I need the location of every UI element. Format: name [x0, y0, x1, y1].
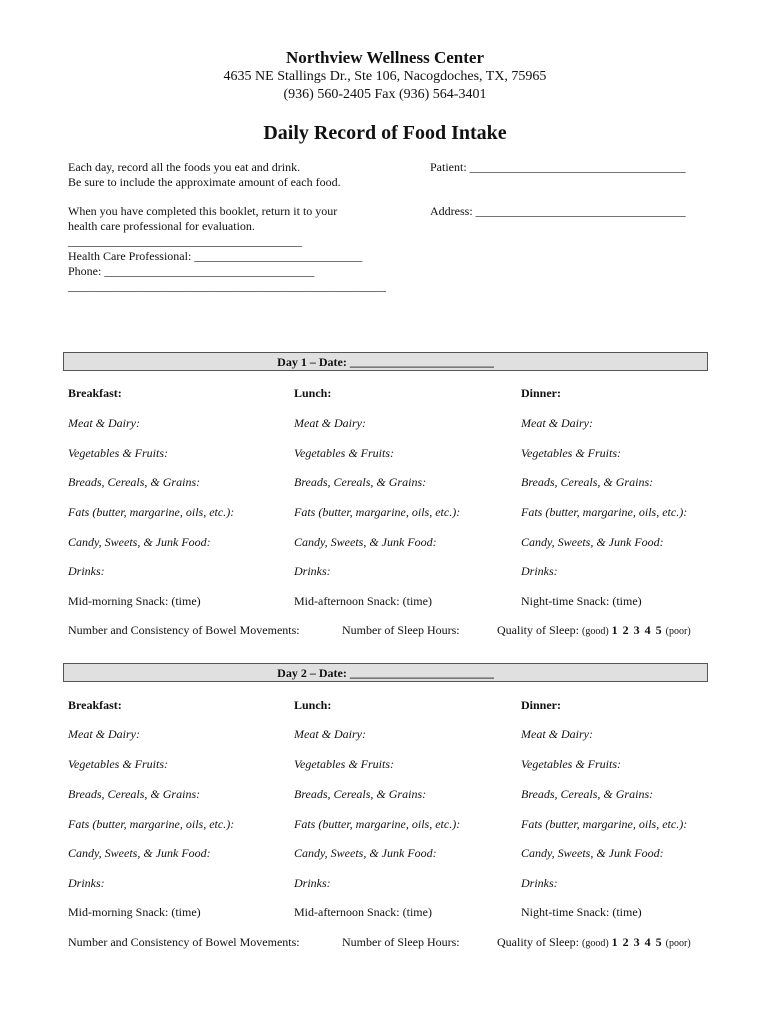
day-1-header-bar [63, 352, 708, 371]
lunch-fats: Fats (butter, margarine, oils, etc.): [294, 505, 461, 519]
breakfast-drinks: Drinks: [68, 876, 105, 890]
breakfast-heading: Breakfast: [68, 698, 122, 712]
mid-afternoon-snack: Mid-afternoon Snack: (time) [294, 594, 432, 608]
breakfast-breads: Breads, Cereals, & Grains: [68, 787, 201, 801]
lunch-vegetables-fruits: Vegetables & Fruits: [294, 446, 394, 460]
mid-morning-snack: Mid-morning Snack: (time) [68, 905, 201, 919]
lunch-drinks: Drinks: [294, 876, 331, 890]
lunch-meat-dairy: Meat & Dairy: [294, 416, 366, 430]
dinner-fats: Fats (butter, margarine, oils, etc.): [521, 817, 688, 831]
day-1-date-field[interactable]: Day 1 – Date: ________________________ [277, 355, 494, 369]
dinner-fats: Fats (butter, margarine, oils, etc.): [521, 505, 688, 519]
health-care-professional-field[interactable]: Health Care Professional: ____________________________ [68, 249, 363, 263]
dinner-breads: Breads, Cereals, & Grains: [521, 787, 654, 801]
breakfast-vegetables-fruits: Vegetables & Fruits: [68, 446, 168, 460]
bowel-movements: Number and Consistency of Bowel Movements: [68, 935, 300, 949]
patient-field[interactable]: Patient: ____________________________________ [430, 160, 686, 174]
day-2-date-field[interactable]: Day 2 – Date: ________________________ [277, 666, 494, 680]
lunch-breads: Breads, Cereals, & Grains: [294, 787, 427, 801]
blank-line[interactable]: _______________________________________ [68, 234, 302, 248]
lunch-candy: Candy, Sweets, & Junk Food: [294, 846, 437, 860]
night-time-snack: Night-time Snack: (time) [521, 594, 642, 608]
sleep-quality-scale[interactable]: 1 2 3 4 5 [611, 623, 663, 637]
breakfast-drinks: Drinks: [68, 564, 105, 578]
breakfast-breads: Breads, Cereals, & Grains: [68, 475, 201, 489]
org-address: 4635 NE Stallings Dr., Ste 106, Nacogdoches, TX, 75965 [223, 69, 547, 84]
lunch-drinks: Drinks: [294, 564, 331, 578]
dinner-heading: Dinner: [521, 386, 561, 400]
address-field[interactable]: Address: ___________________________________ [430, 204, 686, 218]
dinner-vegetables-fruits: Vegetables & Fruits: [521, 757, 621, 771]
sleep-quality-poor: (poor) [665, 938, 691, 949]
night-time-snack: Night-time Snack: (time) [521, 905, 642, 919]
mid-morning-snack: Mid-morning Snack: (time) [68, 594, 201, 608]
lunch-heading: Lunch: [294, 698, 332, 712]
sleep-quality-scale[interactable]: 1 2 3 4 5 [611, 935, 663, 949]
org-phone-fax: (936) 560-2405 Fax (936) 564-3401 [283, 87, 487, 102]
dinner-candy: Candy, Sweets, & Junk Food: [521, 846, 664, 860]
breakfast-candy: Candy, Sweets, & Junk Food: [68, 535, 211, 549]
lunch-vegetables-fruits: Vegetables & Fruits: [294, 757, 394, 771]
lunch-fats: Fats (butter, margarine, oils, etc.): [294, 817, 461, 831]
dinner-drinks: Drinks: [521, 564, 558, 578]
sleep-quality-poor: (poor) [665, 626, 691, 637]
document-title: Daily Record of Food Intake [263, 122, 507, 144]
blank-line-2[interactable]: _____________________________________________________ [68, 279, 386, 293]
lunch-candy: Candy, Sweets, & Junk Food: [294, 535, 437, 549]
dinner-meat-dairy: Meat & Dairy: [521, 727, 593, 741]
dinner-breads: Breads, Cereals, & Grains: [521, 475, 654, 489]
dinner-meat-dairy: Meat & Dairy: [521, 416, 593, 430]
sleep-hours: Number of Sleep Hours: [342, 623, 460, 637]
breakfast-meat-dairy: Meat & Dairy: [68, 727, 140, 741]
sleep-quality-good: (good) [581, 938, 609, 949]
breakfast-candy: Candy, Sweets, & Junk Food: [68, 846, 211, 860]
sleep-quality [497, 623, 691, 638]
dinner-drinks: Drinks: [521, 876, 558, 890]
breakfast-fats: Fats (butter, margarine, oils, etc.): [68, 505, 235, 519]
dinner-heading: Dinner: [521, 698, 561, 712]
sleep-quality [497, 935, 691, 950]
intro-line-3: When you have completed this booklet, return it to your [68, 204, 338, 218]
bowel-movements: Number and Consistency of Bowel Movements: [68, 623, 300, 637]
org-name: Northview Wellness Center [286, 48, 484, 67]
sleep-quality-good: (good) [581, 626, 609, 637]
lunch-heading: Lunch: [294, 386, 332, 400]
lunch-meat-dairy: Meat & Dairy: [294, 727, 366, 741]
sleep-quality-label: Quality of Sleep: [497, 935, 579, 949]
intro-line-1: Each day, record all the foods you eat and drink. [68, 160, 301, 174]
breakfast-heading: Breakfast: [68, 386, 122, 400]
mid-afternoon-snack: Mid-afternoon Snack: (time) [294, 905, 432, 919]
dinner-vegetables-fruits: Vegetables & Fruits: [521, 446, 621, 460]
intro-line-4: health care professional for evaluation. [68, 219, 255, 233]
intro-line-2: Be sure to include the approximate amount of each food. [68, 175, 341, 189]
breakfast-fats: Fats (butter, margarine, oils, etc.): [68, 817, 235, 831]
lunch-breads: Breads, Cereals, & Grains: [294, 475, 427, 489]
breakfast-vegetables-fruits: Vegetables & Fruits: [68, 757, 168, 771]
day-2-header-bar [63, 663, 708, 682]
breakfast-meat-dairy: Meat & Dairy: [68, 416, 140, 430]
dinner-candy: Candy, Sweets, & Junk Food: [521, 535, 664, 549]
phone-field[interactable]: Phone: ___________________________________ [68, 264, 315, 278]
sleep-quality-label: Quality of Sleep: [497, 623, 579, 637]
sleep-hours: Number of Sleep Hours: [342, 935, 460, 949]
